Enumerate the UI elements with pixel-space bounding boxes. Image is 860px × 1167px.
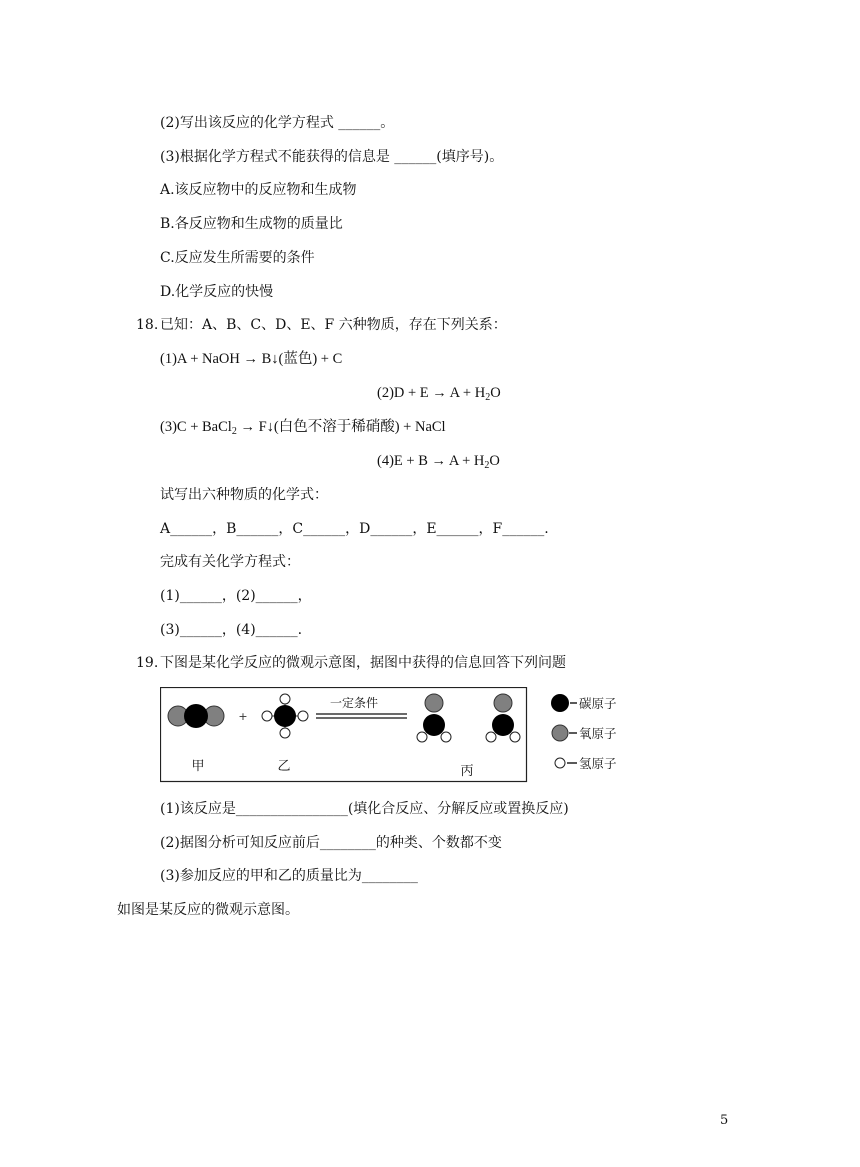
q17-option-a: A.该反应物中的反应物和生成物 — [160, 182, 357, 198]
q18-ask-formulas: 试写出六种物质的化学式： — [160, 487, 328, 503]
carbon-atom — [423, 714, 445, 736]
q18-stem: 已知：A、B、C、D、E、F 六种物质，存在下列关系： — [160, 317, 507, 333]
q19-stem: 下图是某化学反应的微观示意图，据图中获得的信息回答下列问题 — [160, 655, 566, 671]
q18-reaction-2: $(2)D + E \to A + H_2O$ — [377, 385, 501, 403]
carbon-atom — [274, 705, 296, 727]
q19-part3: (3)参加反应的甲和乙的质量比为________ — [160, 868, 418, 884]
label-jia: 甲 — [191, 759, 205, 774]
q19-number: 19. — [136, 655, 159, 671]
hydrogen-atom — [262, 711, 272, 721]
q17-option-c: C.反应发生所需要的条件 — [160, 250, 315, 266]
hydrogen-atom — [280, 728, 290, 738]
hydrogen-atom — [298, 711, 308, 721]
legend-hydrogen: 氢原子 — [579, 756, 617, 771]
legend-carbon-icon — [551, 694, 569, 712]
q18-reaction-1: (1)A + NaOH → B↓(蓝色) + C — [160, 351, 343, 367]
hydrogen-atom — [441, 732, 451, 742]
molecule-bing-2 — [486, 694, 520, 742]
q17-part3: (3)根据化学方程式不能获得的信息是 ______(填序号)。 — [160, 149, 504, 165]
legend-hydrogen-icon — [555, 758, 565, 768]
carbon-atom — [492, 714, 514, 736]
q18-reaction-3: (3)C + BaCl$_2$ → F↓(白色不溶于稀硝酸) + NaCl — [160, 419, 446, 437]
q19-part2: (2)据图分析可知反应前后________的种类、个数都不变 — [160, 835, 502, 851]
q17-option-d: D.化学反应的快慢 — [160, 284, 274, 300]
plus-sign: + — [238, 710, 248, 723]
hydrogen-atom — [486, 732, 496, 742]
q18-equation-blanks-2: (3)______，(4)______. — [160, 622, 303, 638]
q19-part1: (1)该反应是________________(填化合反应、分解反应或置换反应) — [160, 801, 569, 817]
label-bing: 丙 — [460, 764, 474, 779]
legend — [551, 694, 617, 771]
hydrogen-atom — [510, 732, 520, 742]
q18-formula-blanks: A______，B______，C______，D______，E______，F______. — [160, 521, 549, 537]
oxygen-atom — [494, 694, 512, 712]
molecule-jia — [168, 704, 224, 728]
q18-reaction-4: $(4)E + B \to A + H_2O$ — [377, 453, 500, 471]
q18-ask-equations: 完成有关化学方程式： — [160, 554, 300, 570]
label-yi: 乙 — [277, 759, 291, 774]
reaction-micro-diagram — [160, 687, 640, 787]
q18-equation-blanks-1: (1)______，(2)______， — [160, 588, 312, 604]
legend-carbon: 碳原子 — [579, 696, 617, 711]
page-number: 5 — [720, 1113, 729, 1128]
trailing-question-stem: 如图是某反应的微观示意图。 — [117, 902, 299, 918]
q17-option-b: B.各反应物和生成物的质量比 — [160, 216, 343, 232]
condition-label: 一定条件 — [329, 696, 379, 710]
q17-part2: (2)写出该反应的化学方程式 ______。 — [160, 115, 395, 131]
molecule-yi — [262, 694, 308, 738]
legend-oxygen: 氧原子 — [579, 726, 617, 741]
molecule-bing-1 — [417, 694, 451, 742]
legend-oxygen-icon — [552, 725, 568, 741]
q18-number: 18. — [136, 317, 159, 333]
carbon-atom — [184, 704, 208, 728]
hydrogen-atom — [417, 732, 427, 742]
oxygen-atom — [425, 694, 443, 712]
hydrogen-atom — [280, 694, 290, 704]
